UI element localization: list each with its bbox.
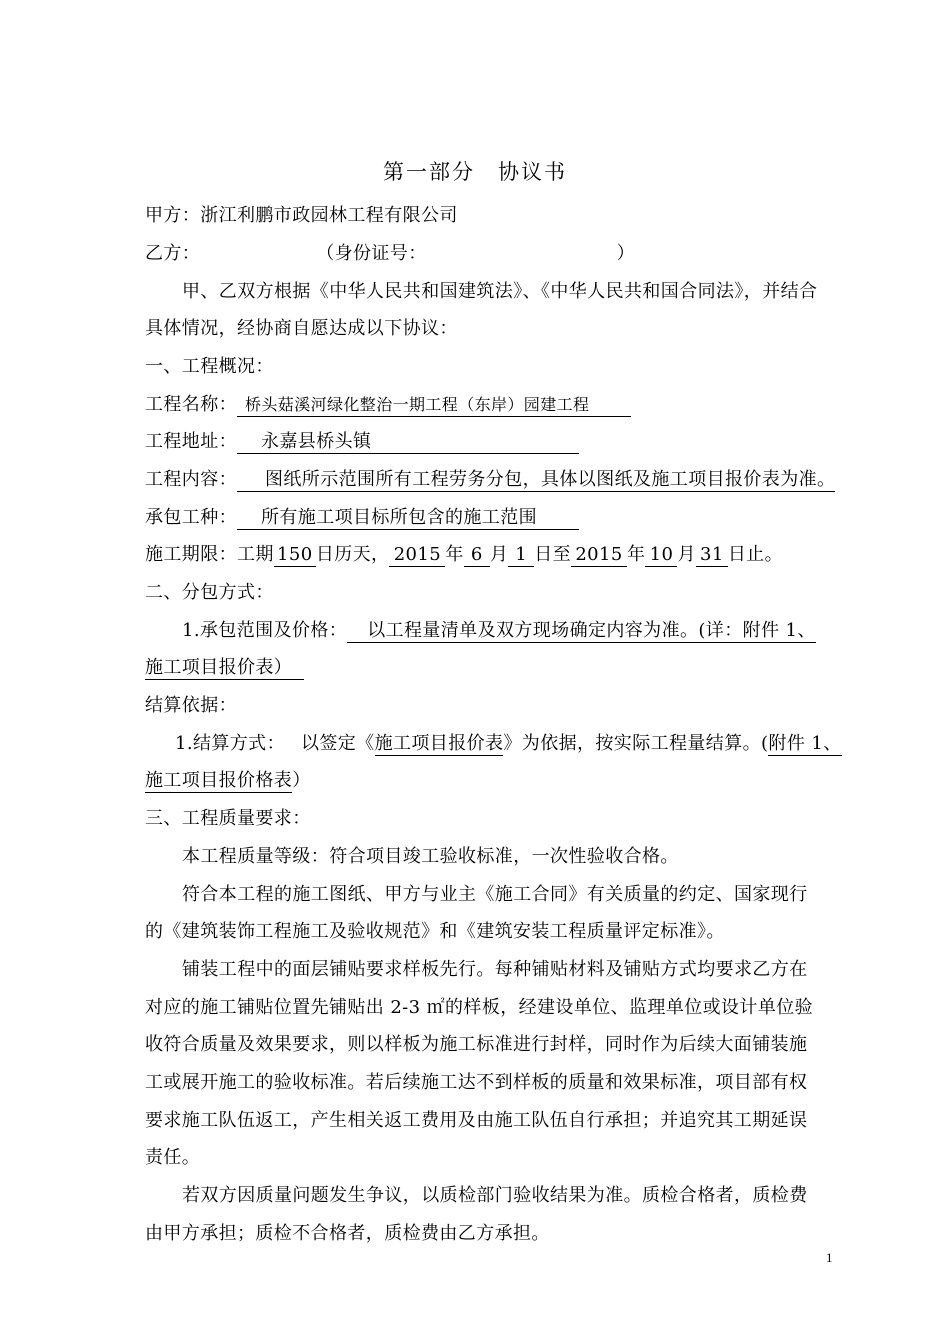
settle-line-2 (145, 768, 311, 794)
paving-line-4: 工或展开施工的验收标准。若后续施工达不到样板的质量和效果标准，项目部有权 (145, 1072, 808, 1093)
end-day: 31 (696, 544, 728, 567)
period-days-suffix: 日历天， (315, 544, 390, 565)
dispute-line-2: 由甲方承担；质检不合格者，质检费由乙方承担。 (145, 1223, 550, 1244)
paving-line-2: 对应的施工铺贴位置先铺贴出 2-3 ㎡的样板，经建设单位、监理单位或设计单位验 (145, 997, 814, 1018)
start-month: 6 (464, 544, 490, 567)
project-content-line (145, 467, 835, 493)
paving-line-5: 要求施工队伍返工，产生相关返工费用及由施工队伍自行承担；并追究其工期延误 (145, 1110, 808, 1131)
settle-heading: 结算依据： (145, 695, 237, 716)
page-number: 1 (826, 1250, 833, 1265)
party-b-id-open: （身份证号： (316, 243, 427, 264)
period-days: 150 (274, 544, 316, 567)
project-content-label: 工程内容： (145, 469, 237, 490)
party-b-label: 乙方： (145, 243, 201, 264)
settle-line-1 (175, 731, 842, 757)
quality-standard-line-1: 符合本工程的施工图纸、甲方与业主《施工合同》有关质量的约定、国家现行 (182, 884, 808, 905)
scope-label: 1.承包范围及价格： (182, 620, 348, 641)
paving-line-1: 铺装工程中的面层铺贴要求样板先行。每种铺贴材料及铺贴方式均要求乙方在 (182, 959, 808, 980)
end-month-char: 月 (677, 544, 696, 565)
end-month: 10 (645, 544, 677, 567)
period-to: 日至 (534, 544, 572, 565)
party-a-value: 浙江利鹏市政园林工程有限公司 (200, 205, 458, 226)
intro-line-1: 甲、乙双方根据《中华人民共和国建筑法》、《中华人民共和国合同法》，并结合 (182, 281, 818, 302)
contract-trade-label: 承包工种： (145, 507, 237, 528)
project-address-line (145, 429, 579, 455)
paving-line-6: 责任。 (145, 1147, 201, 1168)
period-end: 日止。 (727, 544, 784, 565)
quality-grade: 本工程质量等级：符合项目竣工验收标准，一次性验收合格。 (182, 846, 679, 867)
scope-line-1 (182, 618, 816, 644)
start-month-char: 月 (489, 544, 509, 565)
scope-value-2: 施工项目报价表） (145, 657, 304, 680)
settle-attachment: 附件 1、 (768, 733, 842, 754)
project-address-value: 永嘉县桥头镇 (237, 431, 579, 454)
contract-trade-value: 所有施工项目标所包含的施工范围 (237, 507, 579, 530)
start-year-char: 年 (445, 544, 464, 565)
scope-line-2 (145, 655, 304, 681)
party-b-id-close: ） (616, 243, 636, 264)
project-address-label: 工程地址： (145, 431, 237, 452)
section2-heading: 二、分包方式： (145, 582, 274, 603)
scope-value-1: 以工程量清单及双方现场确定内容为准。(详：附件 1、 (347, 620, 816, 643)
paving-line-3: 收符合质量及效果要求，则以样板为施工标准进行封样，同时作为后续大面铺装施 (145, 1034, 808, 1055)
start-year: 2015 (389, 544, 445, 567)
intro-line-2: 具体情况，经协商自愿达成以下协议： (145, 318, 458, 339)
project-name-line (145, 392, 631, 418)
section3-heading: 三、工程质量要求： (145, 808, 311, 829)
end-year-char: 年 (627, 544, 646, 565)
settle-doc-2: 施工项目报价格表 (145, 770, 293, 791)
end-year: 2015 (571, 544, 627, 567)
party-a-line (145, 203, 458, 229)
start-day: 1 (508, 544, 534, 567)
settle-doc: 施工项目报价表 (374, 733, 504, 754)
document-title: 第一部分 协议书 (383, 160, 567, 184)
project-name-label: 工程名称： (145, 394, 237, 415)
settle-close: ） (292, 770, 311, 791)
settle-pre: 以签定《 (300, 733, 375, 754)
project-content-value: 图纸所示范围所有工程劳务分包，具体以图纸及施工项目报价表为准。 (237, 469, 835, 492)
party-b-line (145, 241, 635, 267)
party-a-label: 甲方： (145, 205, 201, 226)
dispute-line-1: 若双方因质量问题发生争议，以质检部门验收结果为准。质检合格者，质检费 (182, 1185, 808, 1206)
contract-trade-line (145, 505, 579, 531)
quality-standard-line-2: 的《建筑装饰工程施工及验收规范》和《建筑安装工程质量评定标准》。 (145, 921, 725, 942)
settle-label: 1.结算方式： (175, 733, 285, 754)
settle-post: 》为依据，按实际工程量结算。( (503, 733, 769, 754)
project-name-value: 桥头菇溪河绿化整治一期工程（东岸）园建工程 (237, 394, 631, 417)
section1-heading: 一、工程概况： (145, 356, 274, 377)
period-label: 施工期限：工期 (145, 544, 274, 565)
period-line (145, 542, 783, 568)
